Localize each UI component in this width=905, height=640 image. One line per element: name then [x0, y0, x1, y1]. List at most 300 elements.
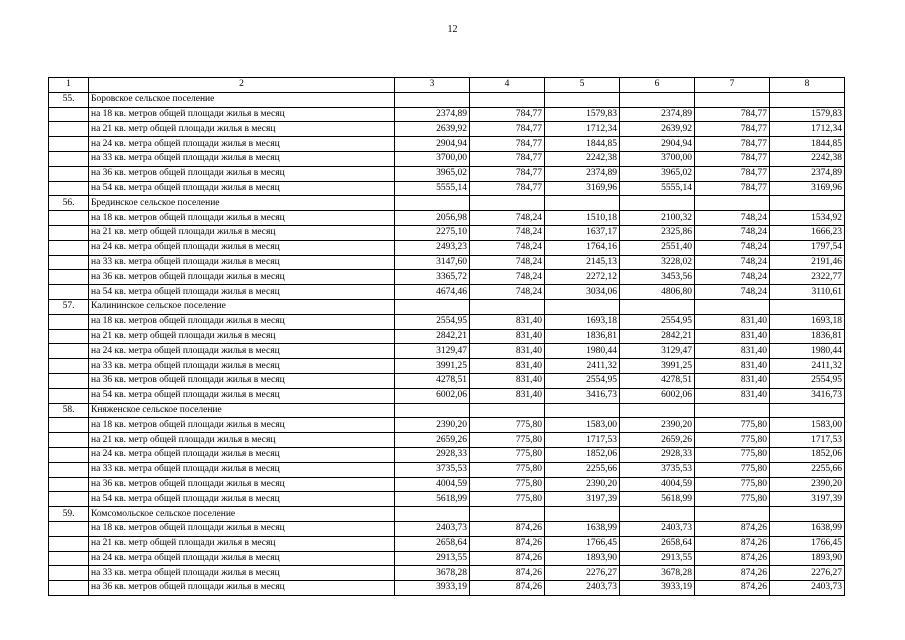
value-cell: 5555,14: [395, 181, 470, 196]
empty-index-cell: [49, 255, 89, 270]
value-cell: 1666,23: [770, 225, 845, 240]
value-cell: 775,80: [695, 447, 770, 462]
value-cell: 2551,40: [620, 240, 695, 255]
value-cell: 2928,33: [620, 447, 695, 462]
value-cell: 2390,20: [620, 418, 695, 433]
value-cell: 775,80: [470, 492, 545, 507]
value-cell: 2056,98: [395, 211, 470, 226]
value-cell: 1637,17: [545, 225, 620, 240]
table-row: [49, 255, 845, 270]
row-label: на 54 кв. метра общей площади жилья в месяц: [89, 285, 395, 300]
row-label: на 18 кв. метров общей площади жилья в месяц: [89, 521, 395, 536]
value-cell: 1766,45: [545, 536, 620, 551]
value-cell: 2191,46: [770, 255, 845, 270]
section-name: Княженское сельское поселение: [89, 403, 395, 418]
value-cell: 784,77: [695, 166, 770, 181]
value-cell: 3169,96: [545, 181, 620, 196]
value-cell: 5618,99: [620, 492, 695, 507]
row-label: на 21 кв. метр общей площади жилья в месяц: [89, 536, 395, 551]
value-cell: 748,24: [695, 240, 770, 255]
value-cell: 1693,18: [770, 314, 845, 329]
value-cell: 1712,34: [545, 122, 620, 137]
value-cell: 2554,95: [545, 373, 620, 388]
empty-index-cell: [49, 344, 89, 359]
value-cell: 2554,95: [620, 314, 695, 329]
value-cell: 2403,73: [545, 581, 620, 596]
empty-index-cell: [49, 314, 89, 329]
row-label: на 54 кв. метра общей площади жилья в месяц: [89, 181, 395, 196]
value-cell: 2255,66: [770, 462, 845, 477]
table-row: [49, 240, 845, 255]
value-cell: 874,26: [695, 566, 770, 581]
value-cell: 784,77: [470, 166, 545, 181]
value-cell: 874,26: [470, 536, 545, 551]
table-row: [49, 329, 845, 344]
table-row: [49, 344, 845, 359]
value-cell: 2411,32: [545, 359, 620, 374]
row-label: на 36 кв. метров общей площади жилья в месяц: [89, 477, 395, 492]
value-cell: 784,77: [470, 107, 545, 122]
value-cell: 831,40: [695, 359, 770, 374]
value-cell: 1638,99: [770, 521, 845, 536]
row-label: на 33 кв. метра общей площади жилья в месяц: [89, 462, 395, 477]
empty-index-cell: [49, 329, 89, 344]
value-cell: 874,26: [695, 551, 770, 566]
empty-index-cell: [49, 418, 89, 433]
empty-index-cell: [49, 107, 89, 122]
empty-index-cell: [49, 433, 89, 448]
value-cell: 3735,53: [620, 462, 695, 477]
table-row: [49, 122, 845, 137]
section-index: 55.: [49, 92, 89, 107]
value-cell: 775,80: [695, 492, 770, 507]
value-cell: 2842,21: [395, 329, 470, 344]
value-cell: 3197,39: [545, 492, 620, 507]
table-row: [49, 211, 845, 226]
table-row: [49, 581, 845, 596]
row-label: на 21 кв. метр общей площади жилья в месяц: [89, 225, 395, 240]
section-index: 59.: [49, 507, 89, 522]
value-cell: 2242,38: [770, 151, 845, 166]
value-cell: 1583,00: [545, 418, 620, 433]
empty-index-cell: [49, 211, 89, 226]
table-row: [49, 418, 845, 433]
empty-cell: [470, 403, 545, 418]
value-cell: 3991,25: [620, 359, 695, 374]
value-cell: 1836,81: [545, 329, 620, 344]
row-label: на 36 кв. метров общей площади жилья в месяц: [89, 373, 395, 388]
value-cell: 831,40: [470, 373, 545, 388]
value-cell: 748,24: [470, 225, 545, 240]
empty-index-cell: [49, 373, 89, 388]
row-label: на 36 кв. метров общей площади жилья в месяц: [89, 270, 395, 285]
table-row: [49, 137, 845, 152]
value-cell: 6002,06: [395, 388, 470, 403]
table-row: [49, 270, 845, 285]
value-cell: 874,26: [470, 566, 545, 581]
row-label: на 24 кв. метра общей площади жилья в месяц: [89, 240, 395, 255]
row-label: на 33 кв. метра общей площади жилья в месяц: [89, 255, 395, 270]
value-cell: 784,77: [695, 107, 770, 122]
value-cell: 4004,59: [395, 477, 470, 492]
value-cell: 1717,53: [770, 433, 845, 448]
table-row: [49, 447, 845, 462]
value-cell: 1852,06: [545, 447, 620, 462]
value-cell: 2275,10: [395, 225, 470, 240]
value-cell: 748,24: [470, 255, 545, 270]
table-row: [49, 359, 845, 374]
value-cell: 1980,44: [770, 344, 845, 359]
table-row: [49, 285, 845, 300]
empty-cell: [695, 403, 770, 418]
column-header: 6: [620, 78, 695, 93]
table-row: [49, 314, 845, 329]
empty-cell: [545, 299, 620, 314]
value-cell: 874,26: [470, 521, 545, 536]
value-cell: 2390,20: [770, 477, 845, 492]
value-cell: 2493,23: [395, 240, 470, 255]
row-label: на 24 кв. метра общей площади жилья в месяц: [89, 137, 395, 152]
table-row: [49, 477, 845, 492]
value-cell: 831,40: [695, 344, 770, 359]
value-cell: 748,24: [695, 211, 770, 226]
table-row: [49, 492, 845, 507]
value-cell: 748,24: [695, 225, 770, 240]
column-header: 5: [545, 78, 620, 93]
value-cell: 748,24: [695, 270, 770, 285]
table-row: [49, 151, 845, 166]
value-cell: 2842,21: [620, 329, 695, 344]
row-label: на 21 кв. метр общей площади жилья в месяц: [89, 122, 395, 137]
value-cell: 3991,25: [395, 359, 470, 374]
table-body: [49, 78, 845, 596]
empty-index-cell: [49, 551, 89, 566]
value-cell: 775,80: [470, 462, 545, 477]
value-cell: 1717,53: [545, 433, 620, 448]
table-row: [49, 433, 845, 448]
value-cell: 3129,47: [395, 344, 470, 359]
empty-cell: [470, 92, 545, 107]
empty-index-cell: [49, 181, 89, 196]
value-cell: 831,40: [470, 388, 545, 403]
value-cell: 831,40: [470, 314, 545, 329]
value-cell: 784,77: [470, 151, 545, 166]
empty-cell: [620, 196, 695, 211]
section-row: [49, 299, 845, 314]
empty-index-cell: [49, 462, 89, 477]
value-cell: 2390,20: [545, 477, 620, 492]
empty-index-cell: [49, 270, 89, 285]
value-cell: 4674,46: [395, 285, 470, 300]
value-cell: 3933,19: [395, 581, 470, 596]
value-cell: 784,77: [695, 122, 770, 137]
table-row: [49, 181, 845, 196]
empty-index-cell: [49, 388, 89, 403]
value-cell: 775,80: [695, 433, 770, 448]
value-cell: 2639,92: [620, 122, 695, 137]
value-cell: 2276,27: [545, 566, 620, 581]
value-cell: 2325,86: [620, 225, 695, 240]
value-cell: 3365,72: [395, 270, 470, 285]
value-cell: 1893,90: [545, 551, 620, 566]
value-cell: 4806,80: [620, 285, 695, 300]
empty-cell: [395, 92, 470, 107]
table-row: [49, 462, 845, 477]
value-cell: 3169,96: [770, 181, 845, 196]
empty-index-cell: [49, 240, 89, 255]
value-cell: 5618,99: [395, 492, 470, 507]
row-label: на 33 кв. метра общей площади жилья в месяц: [89, 359, 395, 374]
value-cell: 831,40: [695, 373, 770, 388]
table-row: [49, 166, 845, 181]
value-cell: 1797,54: [770, 240, 845, 255]
value-cell: 775,80: [470, 433, 545, 448]
value-cell: 3678,28: [395, 566, 470, 581]
value-cell: 1712,34: [770, 122, 845, 137]
value-cell: 3147,60: [395, 255, 470, 270]
value-cell: 2554,95: [395, 314, 470, 329]
empty-cell: [470, 299, 545, 314]
table-row: [49, 551, 845, 566]
value-cell: 2322,77: [770, 270, 845, 285]
value-cell: 1579,83: [770, 107, 845, 122]
row-label: на 36 кв. метров общей площади жилья в месяц: [89, 166, 395, 181]
value-cell: 784,77: [695, 151, 770, 166]
value-cell: 831,40: [470, 344, 545, 359]
value-cell: 6002,06: [620, 388, 695, 403]
value-cell: 1844,85: [770, 137, 845, 152]
value-cell: 775,80: [470, 477, 545, 492]
row-label: на 18 кв. метров общей площади жилья в месяц: [89, 314, 395, 329]
empty-index-cell: [49, 285, 89, 300]
value-cell: 3197,39: [770, 492, 845, 507]
value-cell: 775,80: [695, 477, 770, 492]
row-label: на 21 кв. метр общей площади жилья в месяц: [89, 329, 395, 344]
value-cell: 874,26: [695, 536, 770, 551]
empty-cell: [620, 299, 695, 314]
value-cell: 748,24: [470, 211, 545, 226]
empty-index-cell: [49, 137, 89, 152]
table-row: [49, 566, 845, 581]
value-cell: 831,40: [470, 329, 545, 344]
empty-cell: [620, 507, 695, 522]
value-cell: 3700,00: [395, 151, 470, 166]
value-cell: 874,26: [695, 521, 770, 536]
table-row: [49, 521, 845, 536]
empty-index-cell: [49, 492, 89, 507]
value-cell: 874,26: [470, 581, 545, 596]
empty-index-cell: [49, 477, 89, 492]
value-cell: 748,24: [470, 270, 545, 285]
value-cell: 3129,47: [620, 344, 695, 359]
empty-index-cell: [49, 581, 89, 596]
empty-index-cell: [49, 122, 89, 137]
value-cell: 748,24: [695, 285, 770, 300]
row-label: на 18 кв. метров общей площади жилья в месяц: [89, 418, 395, 433]
value-cell: 2100,32: [620, 211, 695, 226]
value-cell: 2913,55: [395, 551, 470, 566]
value-cell: 748,24: [695, 255, 770, 270]
empty-cell: [545, 196, 620, 211]
value-cell: 775,80: [470, 447, 545, 462]
section-row: [49, 403, 845, 418]
value-cell: 1638,99: [545, 521, 620, 536]
value-cell: 2272,12: [545, 270, 620, 285]
table-row: [49, 536, 845, 551]
empty-cell: [545, 92, 620, 107]
section-row: [49, 507, 845, 522]
row-label: на 18 кв. метров общей площади жилья в месяц: [89, 107, 395, 122]
value-cell: 5555,14: [620, 181, 695, 196]
value-cell: 3965,02: [620, 166, 695, 181]
column-header: 7: [695, 78, 770, 93]
value-cell: 1836,81: [770, 329, 845, 344]
empty-cell: [470, 196, 545, 211]
empty-cell: [695, 299, 770, 314]
value-cell: 1583,00: [770, 418, 845, 433]
empty-cell: [395, 196, 470, 211]
row-label: на 21 кв. метр общей площади жилья в месяц: [89, 433, 395, 448]
value-cell: 2411,32: [770, 359, 845, 374]
value-cell: 3700,00: [620, 151, 695, 166]
empty-cell: [695, 507, 770, 522]
value-cell: 784,77: [695, 137, 770, 152]
value-cell: 1980,44: [545, 344, 620, 359]
table-row: [49, 373, 845, 388]
value-cell: 3416,73: [770, 388, 845, 403]
value-cell: 784,77: [695, 181, 770, 196]
row-label: на 54 кв. метра общей площади жилья в месяц: [89, 492, 395, 507]
value-cell: 2554,95: [770, 373, 845, 388]
column-header: 3: [395, 78, 470, 93]
section-name: Брединское сельское поселение: [89, 196, 395, 211]
section-name: Калининское сельское поселение: [89, 299, 395, 314]
row-label: на 24 кв. метра общей площади жилья в месяц: [89, 344, 395, 359]
column-header: 4: [470, 78, 545, 93]
value-cell: 1534,92: [770, 211, 845, 226]
row-label: на 33 кв. метра общей площади жилья в месяц: [89, 566, 395, 581]
section-name: Боровское сельское поселение: [89, 92, 395, 107]
empty-cell: [620, 403, 695, 418]
empty-cell: [770, 196, 845, 211]
value-cell: 2913,55: [620, 551, 695, 566]
row-label: на 24 кв. метра общей площади жилья в месяц: [89, 447, 395, 462]
rates-table: [48, 77, 845, 596]
value-cell: 831,40: [695, 314, 770, 329]
empty-cell: [395, 299, 470, 314]
value-cell: 2403,73: [620, 521, 695, 536]
value-cell: 3034,06: [545, 285, 620, 300]
empty-cell: [395, 507, 470, 522]
empty-cell: [770, 92, 845, 107]
table-row: [49, 107, 845, 122]
value-cell: 1852,06: [770, 447, 845, 462]
value-cell: 3933,19: [620, 581, 695, 596]
empty-cell: [545, 403, 620, 418]
header-row: [49, 78, 845, 93]
table-row: [49, 388, 845, 403]
value-cell: 2659,26: [395, 433, 470, 448]
value-cell: 1510,18: [545, 211, 620, 226]
row-label: на 36 кв. метров общей площади жилья в месяц: [89, 581, 395, 596]
value-cell: 831,40: [695, 329, 770, 344]
empty-cell: [770, 403, 845, 418]
value-cell: 2928,33: [395, 447, 470, 462]
value-cell: 2904,94: [395, 137, 470, 152]
value-cell: 2403,73: [770, 581, 845, 596]
row-label: на 18 кв. метров общей площади жилья в месяц: [89, 211, 395, 226]
empty-cell: [395, 403, 470, 418]
column-header: 2: [89, 78, 395, 93]
value-cell: 4278,51: [620, 373, 695, 388]
column-header: 1: [49, 78, 89, 93]
value-cell: 1893,90: [770, 551, 845, 566]
value-cell: 874,26: [470, 551, 545, 566]
page-number: 12: [447, 24, 458, 35]
value-cell: 4004,59: [620, 477, 695, 492]
value-cell: 2403,73: [395, 521, 470, 536]
value-cell: 2374,89: [770, 166, 845, 181]
value-cell: 2255,66: [545, 462, 620, 477]
value-cell: 831,40: [470, 359, 545, 374]
row-label: на 54 кв. метра общей площади жилья в месяц: [89, 388, 395, 403]
value-cell: 2658,64: [620, 536, 695, 551]
value-cell: 2659,26: [620, 433, 695, 448]
value-cell: 784,77: [470, 181, 545, 196]
value-cell: 2374,89: [545, 166, 620, 181]
value-cell: 4278,51: [395, 373, 470, 388]
value-cell: 1764,16: [545, 240, 620, 255]
section-name: Комсомольское сельское поселение: [89, 507, 395, 522]
value-cell: 2658,64: [395, 536, 470, 551]
section-index: 57.: [49, 299, 89, 314]
table-row: [49, 225, 845, 240]
value-cell: 2639,92: [395, 122, 470, 137]
value-cell: 1844,85: [545, 137, 620, 152]
value-cell: 3416,73: [545, 388, 620, 403]
empty-cell: [770, 507, 845, 522]
value-cell: 748,24: [470, 240, 545, 255]
value-cell: 1766,45: [770, 536, 845, 551]
empty-index-cell: [49, 151, 89, 166]
empty-index-cell: [49, 536, 89, 551]
row-label: на 24 кв. метра общей площади жилья в месяц: [89, 551, 395, 566]
section-index: 58.: [49, 403, 89, 418]
empty-index-cell: [49, 166, 89, 181]
empty-index-cell: [49, 521, 89, 536]
value-cell: 748,24: [470, 285, 545, 300]
row-label: на 33 кв. метра общей площади жилья в месяц: [89, 151, 395, 166]
empty-index-cell: [49, 566, 89, 581]
value-cell: 874,26: [695, 581, 770, 596]
empty-cell: [620, 92, 695, 107]
value-cell: 2145,13: [545, 255, 620, 270]
section-index: 56.: [49, 196, 89, 211]
value-cell: 3110,61: [770, 285, 845, 300]
empty-cell: [470, 507, 545, 522]
value-cell: 3228,02: [620, 255, 695, 270]
value-cell: 3965,02: [395, 166, 470, 181]
section-row: [49, 92, 845, 107]
value-cell: 2904,94: [620, 137, 695, 152]
empty-cell: [770, 299, 845, 314]
value-cell: 2374,89: [395, 107, 470, 122]
empty-cell: [695, 196, 770, 211]
section-row: [49, 196, 845, 211]
value-cell: 2242,38: [545, 151, 620, 166]
value-cell: 784,77: [470, 122, 545, 137]
value-cell: 775,80: [695, 462, 770, 477]
